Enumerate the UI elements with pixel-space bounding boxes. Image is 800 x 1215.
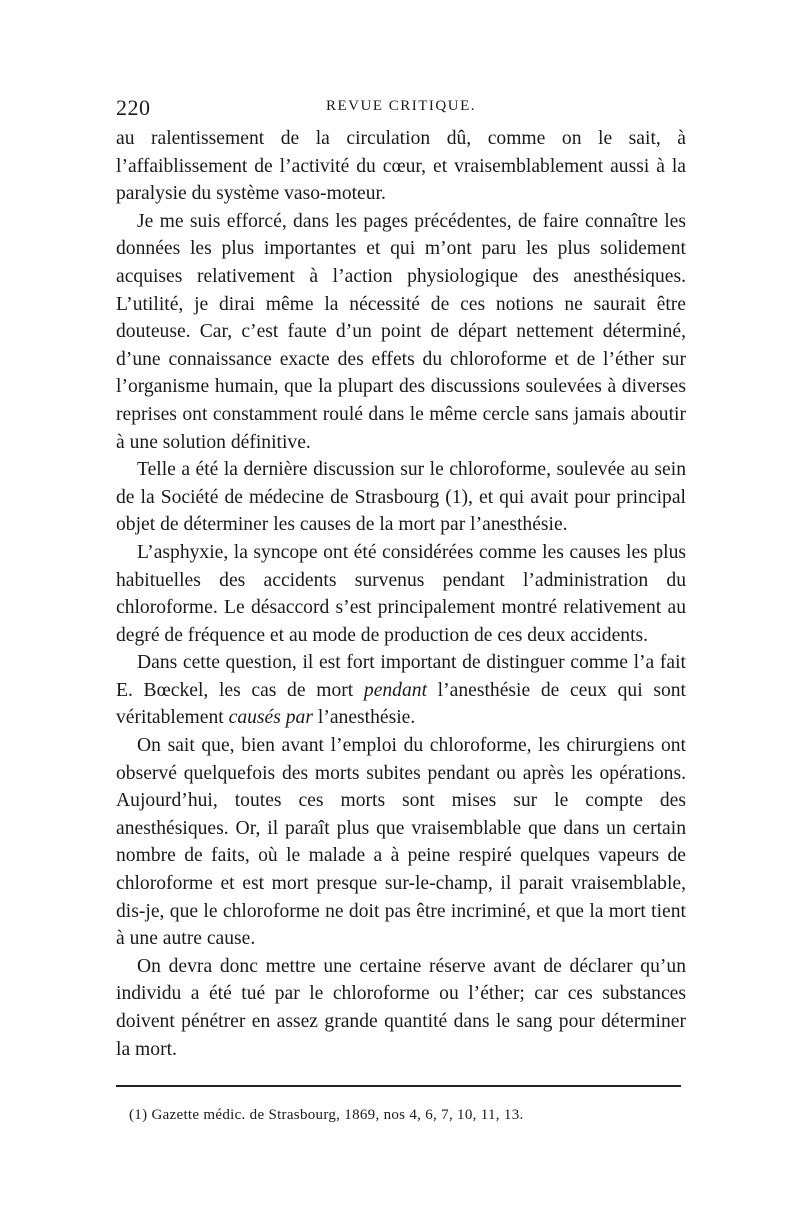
paragraph-6: On sait que, bien avant l’emploi du chloroforme, les chirurgiens ont observé quelquefois des morts subites pendant ou après les opérations. Aujourd’hui, toutes ces morts sont mises sur le compte des anesthésiques. Or, il paraît plus que vraisemblable que dans un certain nombre de faits, où le malade a à peine respiré quelques vapeurs de chloroforme et est mort presque sur-le-champ, il parait vraisemblable, dis-je, que le chloroforme ne doit pas être incriminé, et que la mort tient à une autre cause.	[116, 735, 686, 950]
paragraph-5-part-2: l’anesthésie de ceux qui sont véritablement	[116, 679, 686, 729]
footnote-rule	[116, 1085, 681, 1087]
paragraph-1: au ralentissement de la circulation dû, comme on le sait, à l’affaiblissement de l’activité du cœur, et vraisemblablement aussi à la paralysie du système vaso-moteur.	[116, 128, 686, 205]
paragraph-3: Telle a été la dernière discussion sur le chloroforme, soulevée au sein de la Société de médecine de Strasbourg (1), et qui avait pour principal objet de déterminer les causes de la mort par l’anesthésie.	[116, 459, 686, 536]
italic-causes-par: causés par	[228, 707, 313, 729]
paragraph-4: L’asphyxie, la syncope ont été considérées comme les causes les plus habituelles des accidents survenus pendant l’administration du chloroforme. Le désaccord s’est principalement montré relativement au degré de fréquence et au mode de production de ces deux accidents.	[116, 541, 686, 646]
footnote: (1) Gazette médic. de Strasbourg, 1869, nos 4, 6, 7, 10, 11, 13.	[129, 1107, 524, 1124]
running-title: REVUE CRITIQUE.	[326, 98, 476, 114]
paragraph-5	[116, 649, 686, 732]
paragraph-7: On devra donc mettre une certaine réserve avant de déclarer qu’un individu a été tué par le chloroforme ou l’éther; car ces substances doivent pénétrer en assez grande quantité dans le sang pour déterminer la mort.	[116, 955, 686, 1060]
running-head	[116, 95, 686, 125]
paragraph-5-part-3: l’anesthésie.	[312, 707, 416, 729]
page-number: 220	[116, 95, 151, 120]
body-text	[116, 125, 686, 1063]
paragraph-2: Je me suis efforcé, dans les pages précédentes, de faire connaître les données les plus importantes et qui m’ont paru les plus solidement acquises relativement à l’action physiologique des anesthésiques. L’utilité, je dirai même la nécessité de ces notions ne saurait être douteuse. Car, c’est faute d’un point de départ nettement déterminé, d’une connaissance exacte des effets du chloroforme et de l’éther sur l’organisme humain, que la plupart des discussions soulevées à diverses reprises ont constamment roulé dans le même cercle sans jamais aboutir à une solution définitive.	[116, 210, 686, 453]
paragraph-5-part-1: Dans cette question, il est fort important de distinguer comme l’a fait E. Bœckel, les cas de mort	[116, 652, 686, 701]
italic-pendant: pendant	[363, 679, 428, 701]
book-page	[116, 95, 686, 1124]
